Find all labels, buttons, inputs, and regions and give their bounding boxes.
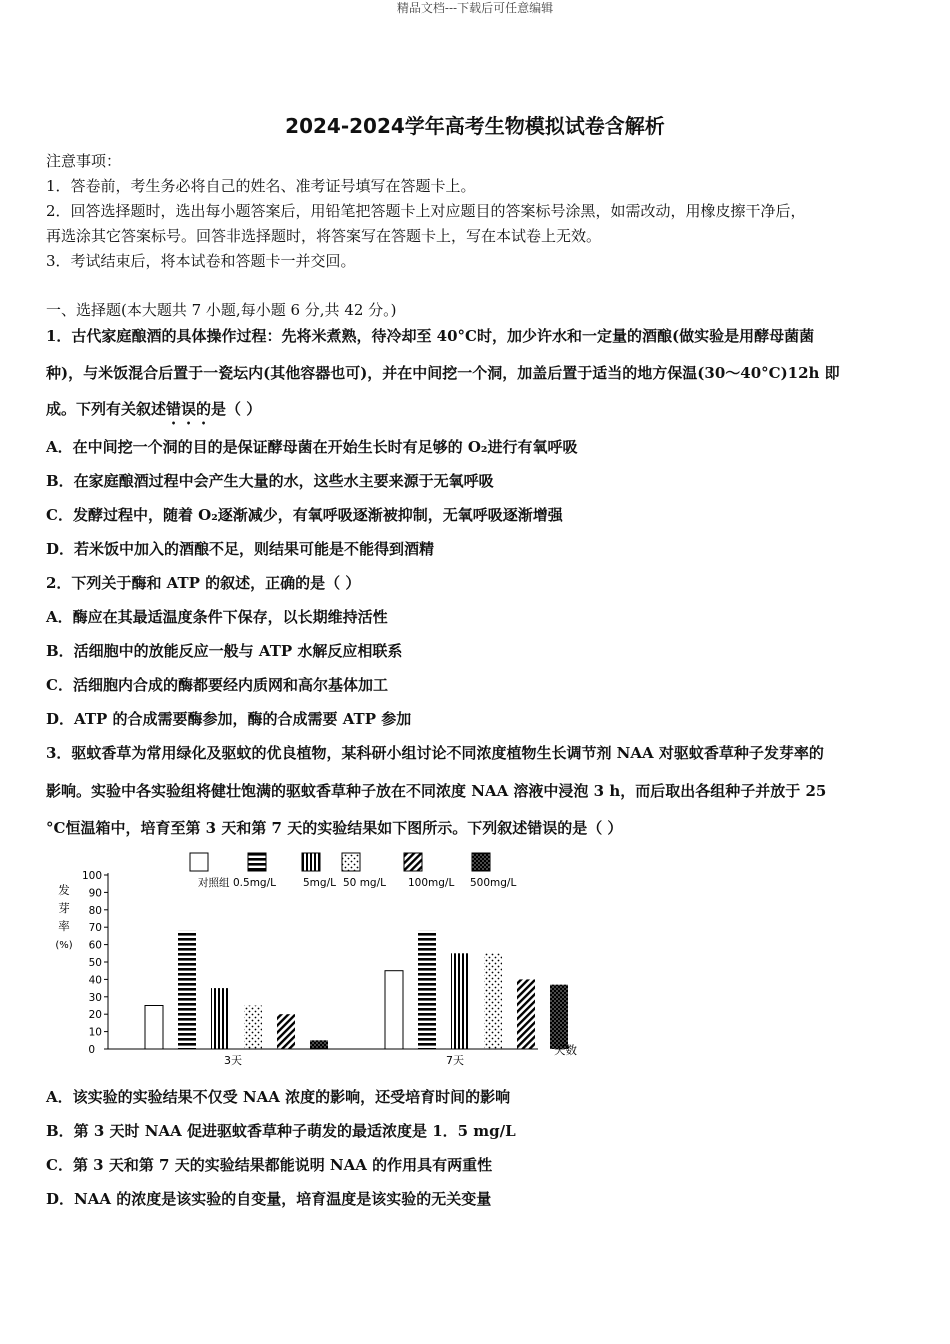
x-category-label: 3天 <box>224 1054 242 1067</box>
y-axis-label: 率 <box>58 919 70 933</box>
bar-day7-1 <box>418 931 436 1049</box>
legend-3-swatch <box>342 853 360 871</box>
q2-stem: 2．下列关于酶和 ATP 的叙述，正确的是（ ） <box>46 574 361 592</box>
q3-option-c: C．第 3 天和第 7 天的实验结果都能说明 NAA 的作用具有两重性 <box>46 1156 493 1174</box>
y-tick-label: 100 <box>81 870 102 882</box>
notice-item-3: 3．考试结束后，将本试卷和答题卡一并交回。 <box>46 252 356 270</box>
legend-3-label: 50 mg/L <box>343 877 386 889</box>
legend-4-swatch <box>404 853 422 871</box>
y-tick-label: 10 <box>88 1026 102 1039</box>
legend-4-label: 100mg/L <box>408 877 455 889</box>
bar-day3-5 <box>310 1040 328 1049</box>
y-tick-label: 60 <box>88 939 102 952</box>
bar-day7-5 <box>550 985 568 1049</box>
y-tick-label: 90 <box>88 887 102 900</box>
q1-option-b: B．在家庭酿酒过程中会产生大量的水，这些水主要来源于无氧呼吸 <box>46 472 494 490</box>
germination-rate-chart <box>50 848 590 1070</box>
bar-day3-2 <box>211 988 229 1049</box>
bar-day7-0 <box>385 971 403 1049</box>
y-tick-label: 30 <box>88 991 102 1004</box>
section-heading: 一、选择题(本大题共 7 小题,每小题 6 分,共 42 分。) <box>46 301 397 319</box>
q2-option-c: C．活细胞内合成的酶都要经内质网和高尔基体加工 <box>46 676 388 694</box>
y-tick-label: 70 <box>88 922 102 935</box>
q1-stem-line3 <box>46 398 906 428</box>
y-axis-label: (%) <box>55 940 73 951</box>
legend-0-swatch <box>190 853 208 871</box>
bar-day7-2 <box>451 953 469 1049</box>
q3-stem-line1: 3．驱蚊香草为常用绿化及驱蚊的优良植物，某科研小组讨论不同浓度植物生长调节剂 NAA 对驱蚊香草种子发芽率的 <box>46 744 824 762</box>
q3-stem-line2: 影响。实验中各实验组将健壮饱满的驱蚊香草种子放在不同浓度 NAA 溶液中浸泡 3 h，而后取出各组种子并放于 25 <box>46 782 827 800</box>
q1-stem-emphasis: 错误的 <box>166 400 212 418</box>
legend-1-swatch <box>248 853 266 871</box>
bar-day3-1 <box>178 931 196 1049</box>
legend-0-label: 对照组 <box>198 877 230 889</box>
q1-stem-pre: 成。下列有关叙述 <box>46 400 167 418</box>
notice-item-1: 1．答卷前，考生务必将自己的姓名、准考证号填写在答题卡上。 <box>46 177 476 195</box>
x-category-label: 7天 <box>446 1054 464 1067</box>
legend-2-label: 5mg/L <box>303 877 336 889</box>
paper-title: 2024-2024学年高考生物模拟试卷含解析 <box>285 114 665 138</box>
y-tick-label: 80 <box>88 904 102 917</box>
legend-2-swatch <box>302 853 320 871</box>
q2-option-a: A．酶应在其最适温度条件下保存，以长期维持活性 <box>46 608 388 626</box>
bar-day3-0 <box>145 1006 163 1050</box>
q1-stem-post: 是（ ） <box>211 400 262 418</box>
q1-option-d: D．若米饭中加入的酒酿不足，则结果可能是不能得到酒精 <box>46 540 435 558</box>
q1-option-a: A．在中间挖一个洞的目的是保证酵母菌在开始生长时有足够的 O₂进行有氧呼吸 <box>46 438 578 456</box>
header-note: 精品文档---下载后可任意编辑 <box>396 1 554 15</box>
q3-option-d: D．NAA 的浓度是该实验的自变量，培育温度是该实验的无关变量 <box>46 1190 492 1208</box>
q2-option-b: B．活细胞中的放能反应一般与 ATP 水解反应相联系 <box>46 642 403 660</box>
legend-5-swatch <box>472 853 490 871</box>
y-axis-label: 发 <box>58 883 70 897</box>
notice-heading: 注意事项： <box>46 152 122 170</box>
bar-day7-4 <box>517 979 535 1049</box>
y-axis-label: 芽 <box>58 901 70 915</box>
q1-stem-line1: 1．古代家庭酿酒的具体操作过程：先将米煮熟，待冷却至 40°C时，加少许水和一定量的酒酿(做实验是用酵母菌菌 <box>46 327 815 345</box>
q3-option-a: A．该实验的实验结果不仅受 NAA 浓度的影响，还受培育时间的影响 <box>46 1088 511 1106</box>
notice-item-2: 2．回答选择题时，选出每小题答案后，用铅笔把答题卡上对应题目的答案标号涂黑，如需改动，用橡皮擦干净后， <box>46 202 806 220</box>
y-tick-label: 0 <box>88 1044 95 1056</box>
q1-stem-line2: 种)，与米饭混合后置于一瓷坛内(其他容器也可)，并在中间挖一个洞，加盖后置于适当的地方保温(30～40°C)12h 即 <box>46 364 840 382</box>
q3-stem-line3: °C恒温箱中，培育至第 3 天和第 7 天的实验结果如下图所示。下列叙述错误的是（ ） <box>46 819 623 837</box>
legend-1-label: 0.5mg/L <box>233 877 276 889</box>
q2-option-d: D．ATP 的合成需要酶参加，酶的合成需要 ATP 参加 <box>46 710 412 728</box>
y-tick-label: 40 <box>88 974 102 987</box>
bar-day3-3 <box>244 1006 262 1050</box>
q1-option-c: C．发酵过程中，随着 O₂逐渐减少，有氧呼吸逐渐被抑制，无氧呼吸逐渐增强 <box>46 506 563 524</box>
y-tick-label: 20 <box>88 1009 102 1022</box>
legend-5-label: 500mg/L <box>470 877 517 889</box>
y-tick-label: 50 <box>88 957 102 969</box>
bar-day7-3 <box>484 953 502 1049</box>
x-axis-label: 天数 <box>554 1043 577 1057</box>
bar-day3-4 <box>277 1014 295 1049</box>
notice-item-2-cont: 再选涂其它答案标号。回答非选择题时，将答案写在答题卡上，写在本试卷上无效。 <box>46 227 602 245</box>
q3-option-b: B．第 3 天时 NAA 促进驱蚊香草种子萌发的最适浓度是 1．5 mg/L <box>46 1122 516 1140</box>
